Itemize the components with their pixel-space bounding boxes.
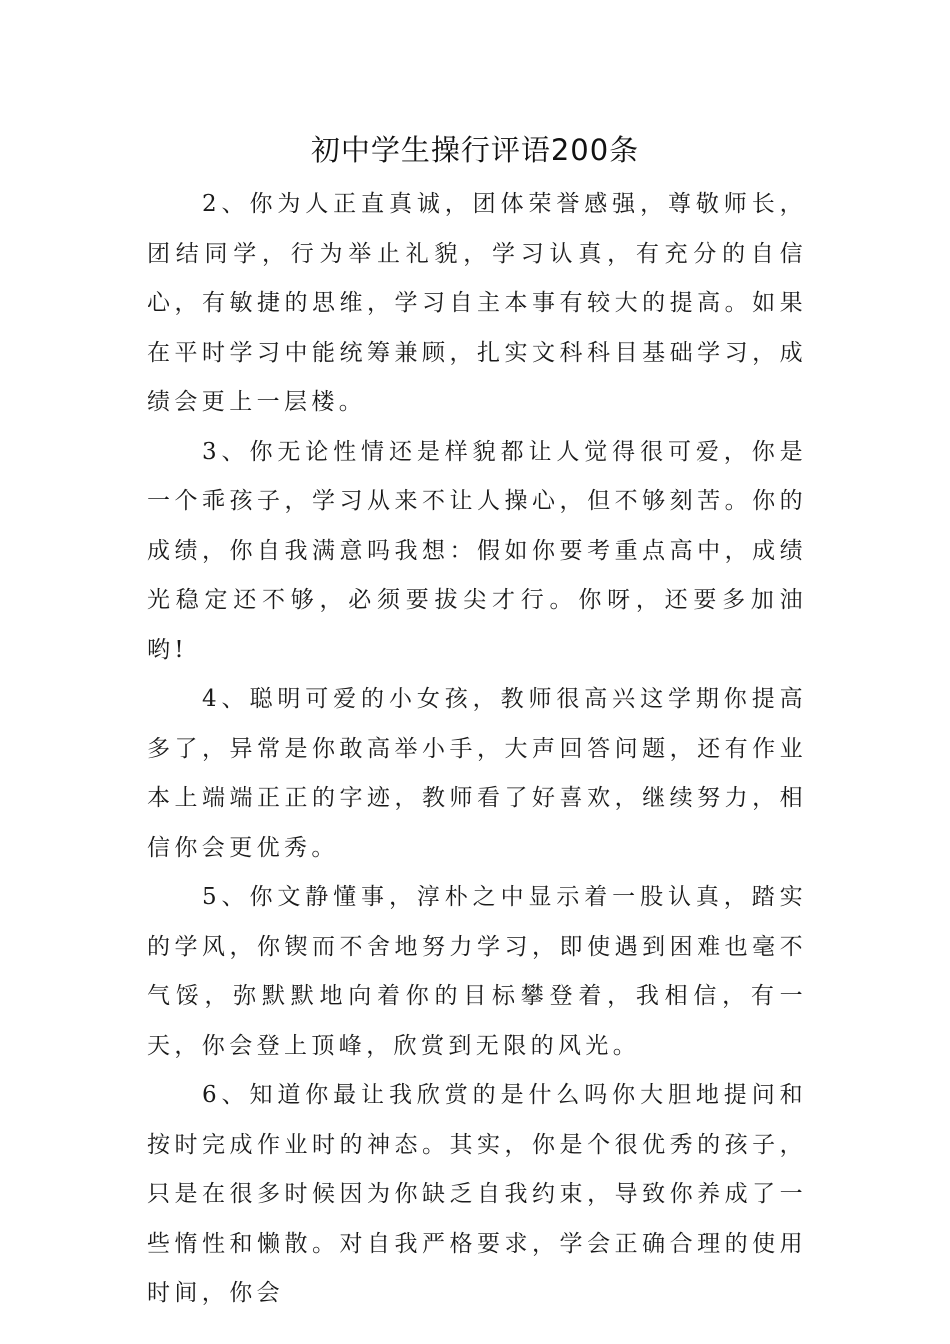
page-title: 初中学生操行评语200条 [310,133,640,167]
paragraph-4: 4、聪明可爱的小女孩，教师很高兴这学期你提高多了，异常是你敢高举小手，大声回答问题，还有作业本上端端正正的字迹，教师看了好喜欢，继续努力，相信你会更优秀。 [147,686,807,861]
paragraph-3: 3、你无论性情还是样貌都让人觉得很可爱，你是一个乖孩子，学习从来不让人操心，但不够刻苦。你的成绩，你自我满意吗我想：假如你要考重点高中，成绩光稳定还不够，必须要拔尖才行。你呀，还要多加油哟! [147,438,807,663]
paragraph-6: 6、知道你最让我欣赏的是什么吗你大胆地提问和按时完成作业时的神态。其实，你是个很优秀的孩子，只是在很多时候因为你缺乏自我约束，导致你养成了一些惰性和懒散。对自我严格要求，学会正确合理的使用时间，你会 [147,1082,807,1306]
document-body [147,180,807,1319]
paragraph-5: 5、你文静懂事，淳朴之中显示着一股认真，踏实的学风，你锲而不舍地努力学习，即使遇到困难也毫不气馁，弥默默地向着你的目标攀登着，我相信，有一天，你会登上顶峰，欣赏到无限的风光。 [147,884,807,1059]
paragraph-2: 2、你为人正直真诚，团体荣誉感强，尊敬师长，团结同学，行为举止礼貌，学习认真，有充分的自信心，有敏捷的思维，学习自主本事有较大的提高。如果在平时学习中能统筹兼顾，扎实文科科目基础学习，成绩会更上一层楼。 [147,191,807,415]
